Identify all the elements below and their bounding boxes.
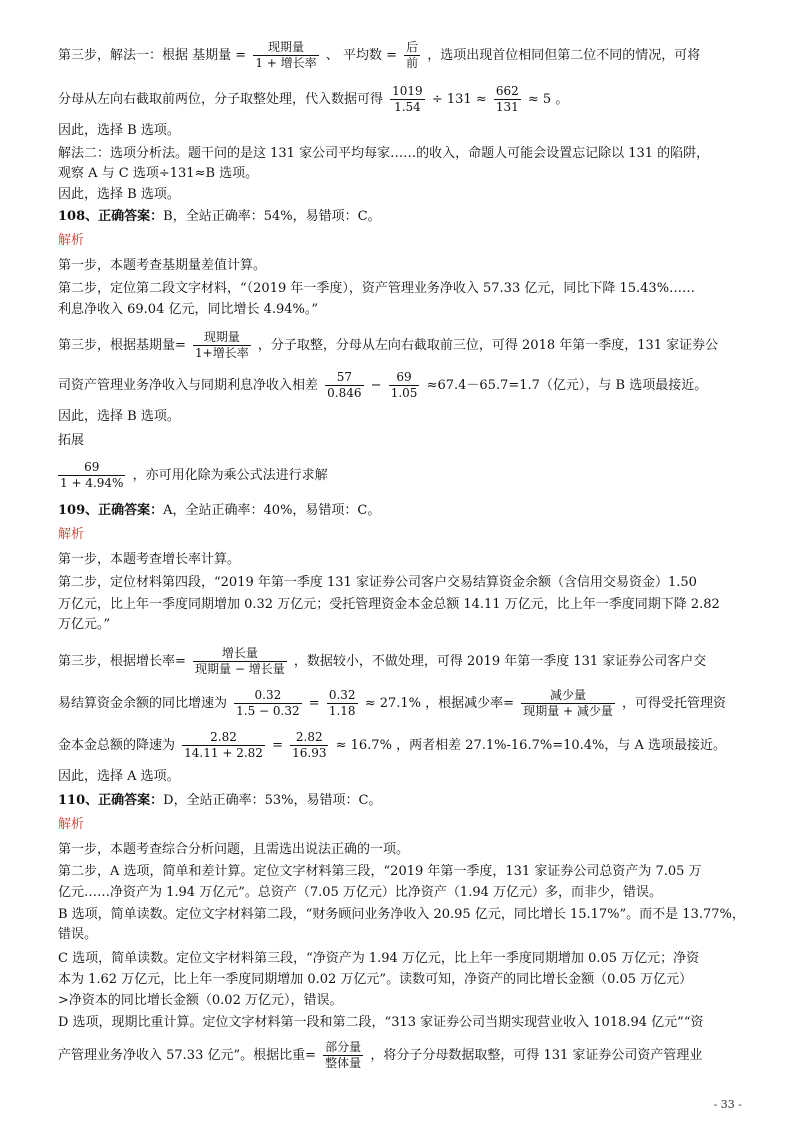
formula-label: 平均数 = [342, 48, 397, 63]
fraction: 现期量 1 + 增长率 [255, 40, 317, 70]
fraction: $\frac{662}{131}$ [495, 84, 519, 114]
fraction: $\frac{57}{0.846}$ [327, 370, 362, 400]
fraction: 现期量 1+增长率 [195, 330, 249, 360]
text-line: 因此，选择 B 选项。 [58, 123, 180, 138]
text-line: 万亿元。” [58, 617, 111, 632]
text-line: D 选项，现期比重计算。定位文字材料第一段和第二段，“313 家证券公司当期实现营业收入 1018.94 亿元”“资 [58, 1015, 704, 1030]
text-line: 万亿元，比上年一季度同期增加 0.32 万亿元；受托管理资金本金总额 14.11 万亿元，比上年一季度同期下降 2.82 [58, 597, 720, 612]
text-line: 第二步，A 选项，简单和差计算。定位文字材料第三段，“2019 年第一季度，131 家证券公司总资产为 7.05 万 [58, 864, 702, 879]
calc-line: 金本金总额的降速为 $\frac{2.82}{14.11 + 2.82}$ = $\frac{2.82}{16.93}$ ≈ 16.7% ，两者相差 27.1%-16.7%=10.4%，与 A 选项最接近。 [58, 730, 727, 760]
text: ，选项出现首位相同但第二位不同的情况，可将 [427, 48, 701, 63]
calc-line: 易结算资金余额的同比增速为 $\frac{0.32}{1.5 - 0.32}$ = $\frac{0.32}{1.18}$ ≈ 27.1% ，根据减少率= 减少量 现期量 + 减少量 ，可得受托管理资 [58, 688, 727, 718]
answer-109-heading: 109、正确答案：A，全站正确率：40%，易错项：C。 [58, 503, 381, 518]
fraction: $\frac{2.82}{14.11 + 2.82}$ [184, 730, 263, 760]
fraction: 后 前 [406, 40, 419, 70]
fraction: $\frac{0.32}{1.5 - 0.32}$ [236, 688, 300, 718]
text-line: B 选项，简单读数。定位文字材料第二段，“财务顾问业务净收入 20.95 亿元，同比增长 15.17%”。而不是 13.77%， [58, 907, 745, 922]
fraction: $\frac{2.82}{16.93}$ [292, 730, 327, 760]
fraction: 减少量 现期量 + 减少量 [523, 688, 613, 718]
text-line: 因此，选择 B 选项。 [58, 187, 180, 202]
text: 、 [325, 48, 339, 63]
text-line: 第二步，定位第二段文字材料，“（2019 年一季度），资产管理业务净收入 57.33 亿元，同比下降 15.43%…… [58, 281, 696, 296]
analysis-label: 解析 [58, 527, 85, 542]
answer-110-heading: 110、正确答案：D，全站正确率：53%，易错项：C。 [58, 793, 382, 808]
text: 第三步，解法一：根据 [58, 48, 189, 63]
calc-line: 第三步，根据增长率= 增长量 现期量 − 增长量 ，数据较小，不做处理，可得 2019 年第一季度 131 家证券公司客户交 [58, 646, 707, 676]
calc-line: $\frac{69}{1 + 4.94\%}$ ，亦可用化除为乘公式法进行求解 [60, 460, 328, 490]
step3-method1-line [58, 40, 700, 71]
text-line: 本为 1.62 万亿元，比上年一季度同期增加 0.02 万亿元”。读数可知，净资产的同比增长金额（0.05 万亿元） [58, 972, 693, 987]
text-line: 第一步，本题考查基期量差值计算。 [58, 258, 267, 273]
fraction: 部分量 整体量 [325, 1040, 362, 1070]
calc-line: 分母从左向右截取前两位，分子取整处理，代入数据可得 $\frac{1019}{1.54}$ ÷ 131 ≈ $\frac{662}{131}$ ≈ 5 。 [58, 84, 569, 114]
analysis-label: 解析 [58, 233, 85, 248]
extension-label: 拓展 [58, 433, 85, 448]
fraction: $\frac{69}{1 + 4.94\%}$ [60, 460, 124, 490]
calc-line: 司资产管理业务净收入与同期利息净收入相差 $\frac{57}{0.846}$ − $\frac{69}{1.05}$ ≈67.4－65.7=1.7（亿元），与 B 选项最接近。 [58, 370, 708, 400]
fraction: 增长量 现期量 − 增长量 [195, 646, 285, 676]
formula-label: 基期量 = [192, 48, 247, 63]
analysis-label: 解析 [58, 817, 85, 832]
text-line: 第二步，定位材料第四段，“2019 年第一季度 131 家证券公司客户交易结算资金余额（含信用交易资金）1.50 [58, 575, 697, 590]
fraction: $\frac{0.32}{1.18}$ [328, 688, 356, 718]
text-line: 因此，选择 B 选项。 [58, 409, 180, 424]
text-line: >净资本的同比增长金额（0.02 万亿元），错误。 [58, 993, 343, 1008]
text-line: 亿元……净资产为 1.94 万亿元”。总资产（7.05 万亿元）比净资产（1.94 万亿元）多，而非少，错误。 [58, 885, 663, 900]
fraction: $\frac{1019}{1.54}$ [392, 84, 423, 114]
text-line: 第一步，本题考查增长率计算。 [58, 552, 241, 567]
page-number: - 33 - [713, 1098, 742, 1111]
text-line: 解法二：选项分析法。题干问的是这 131 家公司平均每家……的收入，命题人可能会设置忘记除以 131 的陷阱， [58, 146, 710, 161]
fraction: $\frac{69}{1.05}$ [390, 370, 418, 400]
text-line: 因此，选择 A 选项。 [58, 769, 180, 784]
text-line: 第一步，本题考查综合分析问题，且需选出说法正确的一项。 [58, 842, 410, 857]
calc-line: 产管理业务净收入 57.33 亿元”。根据比重= 部分量 整体量 ，将分子分母数据取整，可得 131 家证券公司资产管理业 [58, 1040, 703, 1070]
answer-108-heading: 108、正确答案：B，全站正确率：54%，易错项：C。 [58, 209, 381, 224]
calc-line: 第三步，根据基期量= 现期量 1+增长率 ，分子取整，分母从左向右截取前三位，可得 2018 年第一季度，131 家证券公 [58, 330, 719, 360]
text-line: 观察 A 与 C 选项÷131≈B 选项。 [58, 166, 259, 181]
text-line: C 选项，简单读数。定位文字材料第三段，“净资产为 1.94 万亿元，比上年一季度同期增加 0.05 万亿元；净资 [58, 951, 700, 966]
text-line: 利息净收入 69.04 亿元，同比增长 4.94%。” [58, 302, 319, 317]
text-line: 错误。 [58, 927, 98, 942]
